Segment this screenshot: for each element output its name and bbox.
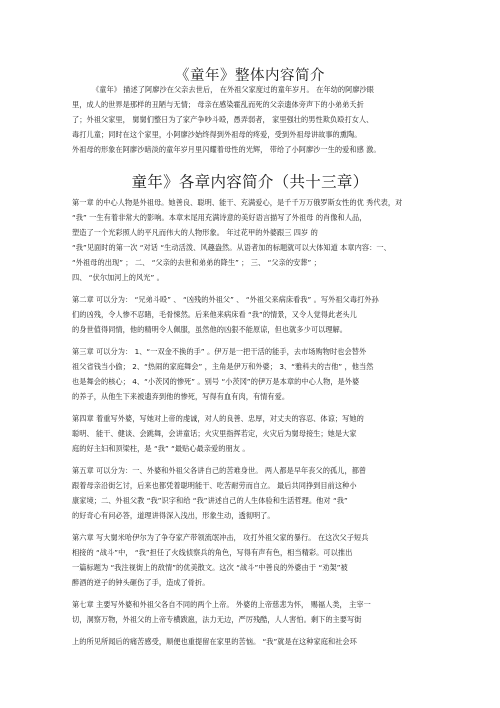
chapter-line: 庭的好主妇和顶梁柱，是 “我” “最贴心最亲爱的朋友 。 xyxy=(72,444,250,453)
summary-line: 里，成人的世界是那样的丑陋与无情； 母亲在感染霍乱而死的父亲遗体旁声下的小弟弟夭折 xyxy=(72,100,364,109)
chapter-line: 相接的 “战斗”中， “我”担任了火线侦察兵的角色，写得有声有色，相当精彩。可以推出 xyxy=(72,548,353,557)
summary-line: 毒打儿童；同时在这个家里，小阿廖沙始终得到外祖母的疼爱，受到外祖母讲故事的熏陶。 xyxy=(72,130,362,139)
chapter-line: 第四章 着重写外婆，写她对上帝的虔诚，对人的良善、忠厚，对丈夫的容忍、体谅；写她的 xyxy=(72,414,364,423)
chapter-line: 四、 “伏尔加河上的风光” 。 xyxy=(72,273,164,282)
chapter-line: 也是舞会的核心； 4、“小茨冈的惨死” 。别号 “小茨冈”的伊万是本章的中心人物，是外婆 xyxy=(72,377,360,386)
summary-line: 了；外祖父家里， 舅舅们整日为了家产争吵斗殴，愚弄弱者， 家里强壮的男性欺负殴打女人、 xyxy=(72,115,374,124)
summary-line: 《童年》 描述了阿廖沙在父亲去世后， 在外祖父家度过的童年岁月。 在年幼的阿廖沙眼 xyxy=(92,85,375,94)
chapter-line: 跟着母亲沿街乞讨，后来也都凭着聪明能干、吃苦耐劳而自立。 最后共同挣到目前这种小 xyxy=(72,481,357,490)
chapter-line: 们的凶残，令人惨不忍睹，毛骨悚然。后来他来病床看 “我”的情景，又令人觉得此老头儿 xyxy=(72,310,357,319)
chapter-line: 上的所见所闻后的痛苦感受，顺便也重提留在家里的苦恼。 “我”就是在这种家庭和社会环 xyxy=(72,637,357,646)
chapter-line: 祖父省钱当小偷； 2、“热闹的家庭舞会” ，主角是伊万和外婆； 3、“雅科夫的吉他” ，他当然 xyxy=(72,362,374,371)
overall-summary-title: 《童年》整体内容简介 xyxy=(175,68,325,84)
chapter-line: 第五章 可以分为：一、外婆和外祖父各讲自己的苦难身世。 两人都是早年丧父的孤儿，都曾 xyxy=(72,466,367,475)
chapter-line: 的好奇心有问必答，道理讲得深入浅出，形象生动，透彻明了。 xyxy=(72,511,275,520)
chapter-line: 第一章 的中心人物是外祖母。她善良、聪明、能干、充满爱心，是千千万万俄罗斯女性的优 秀代表，对 xyxy=(72,198,403,207)
chapter-line: 第六章 写大舅米哈伊尔为了争夺家产带领流氓冲击， 攻打外祖父家的暴行。 在这次父子短兵 xyxy=(72,533,369,542)
chapter-line: 聪明、 能干、健谈、会跳舞，会讲童话；火灾里指挥若定，火灾后为舅母接生；她是大家 xyxy=(72,429,357,438)
chapter-line: 的养子，从他生下来被遗弃到他的惨死，写得有血有肉，有情有爱。 xyxy=(72,392,290,401)
chapter-line: 的身世值得同情，他的精明令人佩服，虽然他的凶狠不能原谅，但也就多少可以理解。 xyxy=(72,325,348,334)
chapter-line: “我”见面时的第一次 “对话 “生动活泼、风趣盎然。从语者加的标题就可以大体知道 本章内容：一、 xyxy=(72,243,391,252)
chapter-summary-title: 童年》各章内容简介（共十三章） xyxy=(131,173,369,191)
chapter-line: 塑造了一个光彩照人的平凡而伟大的人物形象。 年过花甲的外婆跟三 四岁 的 xyxy=(72,228,318,237)
chapter-line: “外祖母的出现” ； 二、 “父亲的去世和弟弟的降生” ； 三、 “父亲的安葬” ； xyxy=(72,258,321,267)
chapter-line: 醉酒的逆子的钟头砸伤了手，造成了骨折。 xyxy=(72,578,210,587)
summary-line: 外祖母的形象在阿廖沙暗淡的童年岁月里闪耀着母性的光辉， 带给了小阿廖沙一生的爱和感 激。 xyxy=(72,145,381,154)
chapter-line: 第二章 可以分为： “兄弟斗殴” 、 “凶残的外祖父” 、 “外祖父来病床看我” 。写外祖父毒打外孙 xyxy=(72,295,379,304)
chapter-line: “我” 一生有着非常大的影响。本章末尾用充满诗意的美好语言描写了外祖母 的肖像和人品， xyxy=(72,213,367,222)
chapter-line: 第三章 可以分为： 1、“一双金不换的手” 。伊万是一把干活的能手，去市场购物时也会替外 xyxy=(72,347,367,356)
chapter-line: 第七章 主要写外婆和外祖父各自不同的两个上帝。 外婆的上帝慈悲为怀， 赐福人类， 主宰一 xyxy=(72,600,371,609)
chapter-line: 康家境；二、外祖父教 “我”识字和给 “我”讲述自己的人生体验和生活哲理。他对 “我” xyxy=(72,496,348,505)
chapter-line: 一篇标题为 “我注视街上的敌情”的优美散文。这次 “战斗”中善良的外婆由于 “劝架”被 xyxy=(72,563,348,572)
chapter-line: 切，洞察万物，外祖父的上帝专横跋扈，法力无边，严厉残酷，人人害怕。剩下的主要写街 xyxy=(72,615,362,624)
